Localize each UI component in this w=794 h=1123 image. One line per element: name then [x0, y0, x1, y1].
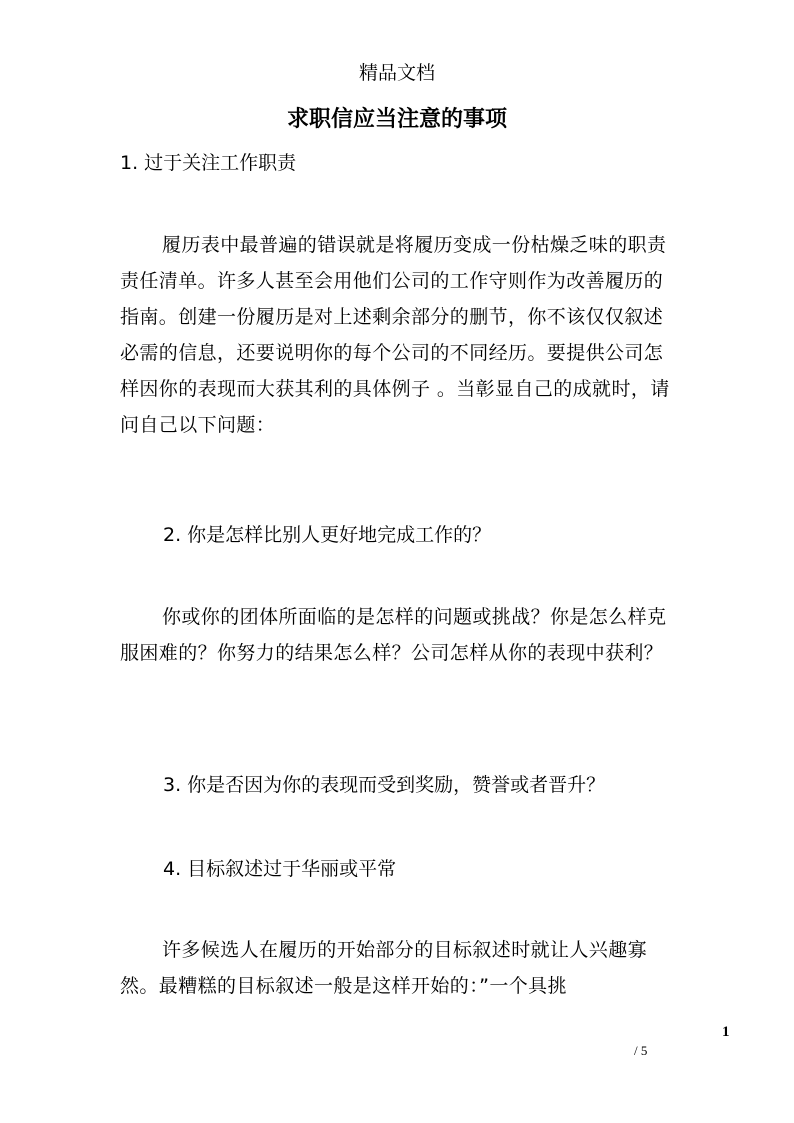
page-number: 1 [722, 1024, 730, 1040]
section-heading-2: 2. 你是怎样比别人更好地完成工作的？ [163, 524, 492, 546]
paragraph-1: 履历表中最普遍的错误就是将履历变成一份枯燥乏味的职责责任清单。许多人甚至会用他们公司的工作守则作为改善履历的指南。创建一份履历是对上述剩余部分的删节，你不该仅仅叙述必需的信息，还要说明你的每个公司的不同经历。要提供公司怎样因你的表现而大获其利的具体例子 。当彰显自己的成就时，请问自己以下问题： [120, 234, 670, 436]
paragraph-3: 许多候选人在履历的开始部分的目标叙述时就让人兴趣寡然。最糟糕的目标叙述一般是这样开始的：”一个具挑 [120, 939, 648, 997]
section-heading-4: 4. 目标叙述过于华丽或平常 [163, 858, 397, 880]
section-heading-3: 3. 你是否因为你的表现而受到奖励，赞誉或者晋升？ [163, 774, 606, 796]
document-header: 精品文档 [358, 62, 435, 84]
section-heading-1: 1. 过于关注工作职责 [120, 152, 297, 174]
paragraph-2: 你或你的团体所面临的是怎样的问题或挑战？你是怎么样克服困难的？你努力的结果怎么样？公司怎样从你的表现中获利？ [120, 606, 667, 664]
document-title: 求职信应当注意的事项 [286, 106, 507, 132]
page-total: / 5 [634, 1043, 648, 1058]
